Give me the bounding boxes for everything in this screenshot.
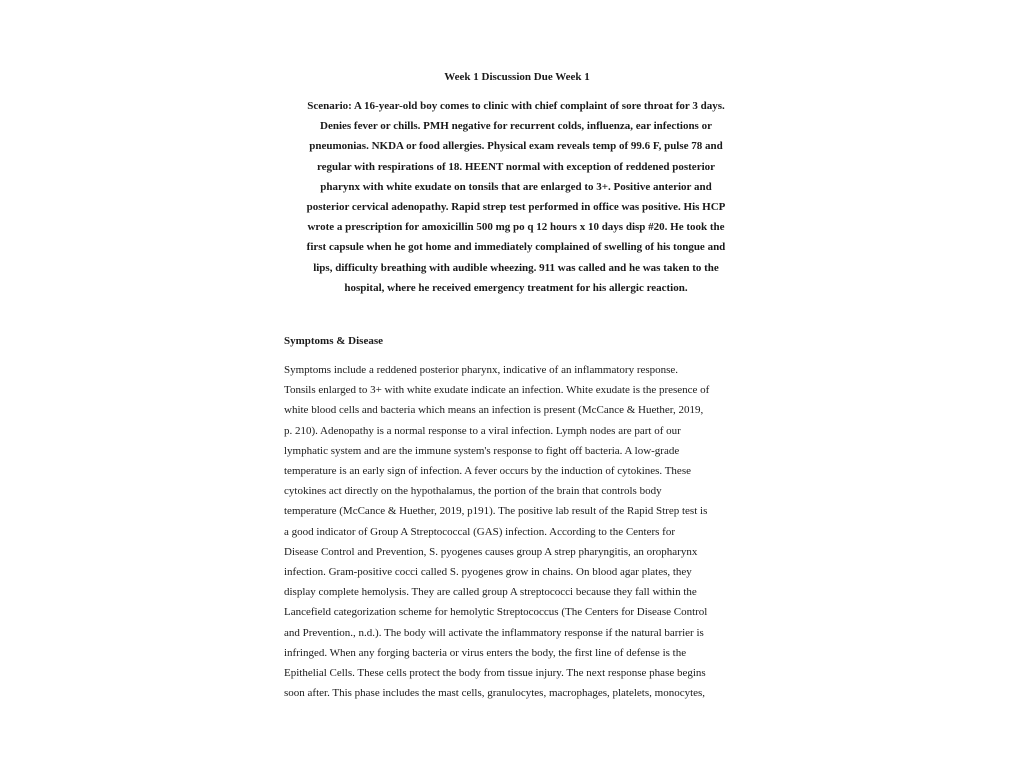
scenario-line: pharynx with white exudate on tonsils that are enlarged to 3+. Positive anterior and	[320, 180, 712, 193]
scenario-line: lips, difficulty breathing with audible wheezing. 911 was called and he was taken to the	[313, 261, 719, 274]
scenario-line: regular with respirations of 18. HEENT normal with exception of reddened posterior	[316, 160, 716, 173]
body-line: infection. Gram-positive cocci called S. pyogenes grow in chains. On blood agar plates, they	[284, 566, 692, 579]
body-line: temperature is an early sign of infection. A fever occurs by the induction of cytokines. These	[284, 465, 691, 478]
body-line: a good indicator of Group A Streptococcal (GAS) infection. According to the Centers for	[284, 525, 676, 538]
body-line: Disease Control and Prevention, S. pyogenes causes group A strep pharyngitis, an oropharynx	[284, 545, 698, 558]
scenario-line: first capsule when he got home and immediately complained of swelling of his tongue and	[306, 241, 726, 254]
body-line: Tonsils enlarged to 3+ with white exudate indicate an infection. White exudate is the presence of	[284, 384, 710, 397]
body-line: white blood cells and bacteria which means an infection is present (McCance & Huether, 2019,	[284, 404, 704, 417]
document-title: Week 1 Discussion Due Week 1	[444, 71, 590, 83]
scenario-line: Denies fever or chills. PMH negative for recurrent colds, influenza, ear infections or	[320, 120, 712, 133]
scenario-line: posterior cervical adenopathy. Rapid strep test performed in office was positive. His HCP	[306, 201, 726, 214]
body-line: lymphatic system and are the immune system's response to fight off bacteria. A low-grade	[284, 444, 680, 457]
body-paragraph	[284, 360, 744, 703]
body-line: Epithelial Cells. These cells protect the body from tissue injury. The next response phase begins	[284, 667, 706, 680]
body-line: and Prevention., n.d.). The body will activate the inflammatory response if the natural barrier is	[284, 626, 704, 639]
body-line: cytokines act directly on the hypothalamus, the portion of the brain that controls body	[284, 485, 662, 498]
body-line: temperature (McCance & Huether, 2019, p191). The positive lab result of the Rapid Strep test is	[284, 505, 708, 518]
body-line: p. 210). Adenopathy is a normal response to a viral infection. Lymph nodes are part of our	[284, 424, 681, 437]
body-line: soon after. This phase includes the mast cells, granulocytes, macrophages, platelets, monocytes,	[284, 687, 706, 700]
body-line: display complete hemolysis. They are called group A streptococci because they fall within the	[284, 586, 697, 599]
section-heading: Symptoms & Disease	[284, 335, 383, 347]
scenario-line: hospital, where he received emergency treatment for his allergic reaction.	[344, 281, 688, 294]
body-line: Lancefield categorization scheme for hemolytic Streptococcus (The Centers for Disease Control	[284, 606, 708, 619]
scenario-line: wrote a prescription for amoxicillin 500 mg po q 12 hours x 10 days disp #20. He took the	[307, 221, 725, 234]
body-line: Symptoms include a reddened posterior pharynx, indicative of an inflammatory response.	[284, 364, 679, 376]
scenario-paragraph	[284, 96, 748, 298]
body-line: infringed. When any forging bacteria or virus enters the body, the first line of defense is the	[284, 646, 687, 659]
scenario-line: Scenario: A 16-year-old boy comes to clinic with chief complaint of sore throat for 3 days.	[307, 100, 725, 112]
scenario-line: pneumonias. NKDA or food allergies. Physical exam reveals temp of 99.6 F, pulse 78 and	[309, 140, 723, 153]
